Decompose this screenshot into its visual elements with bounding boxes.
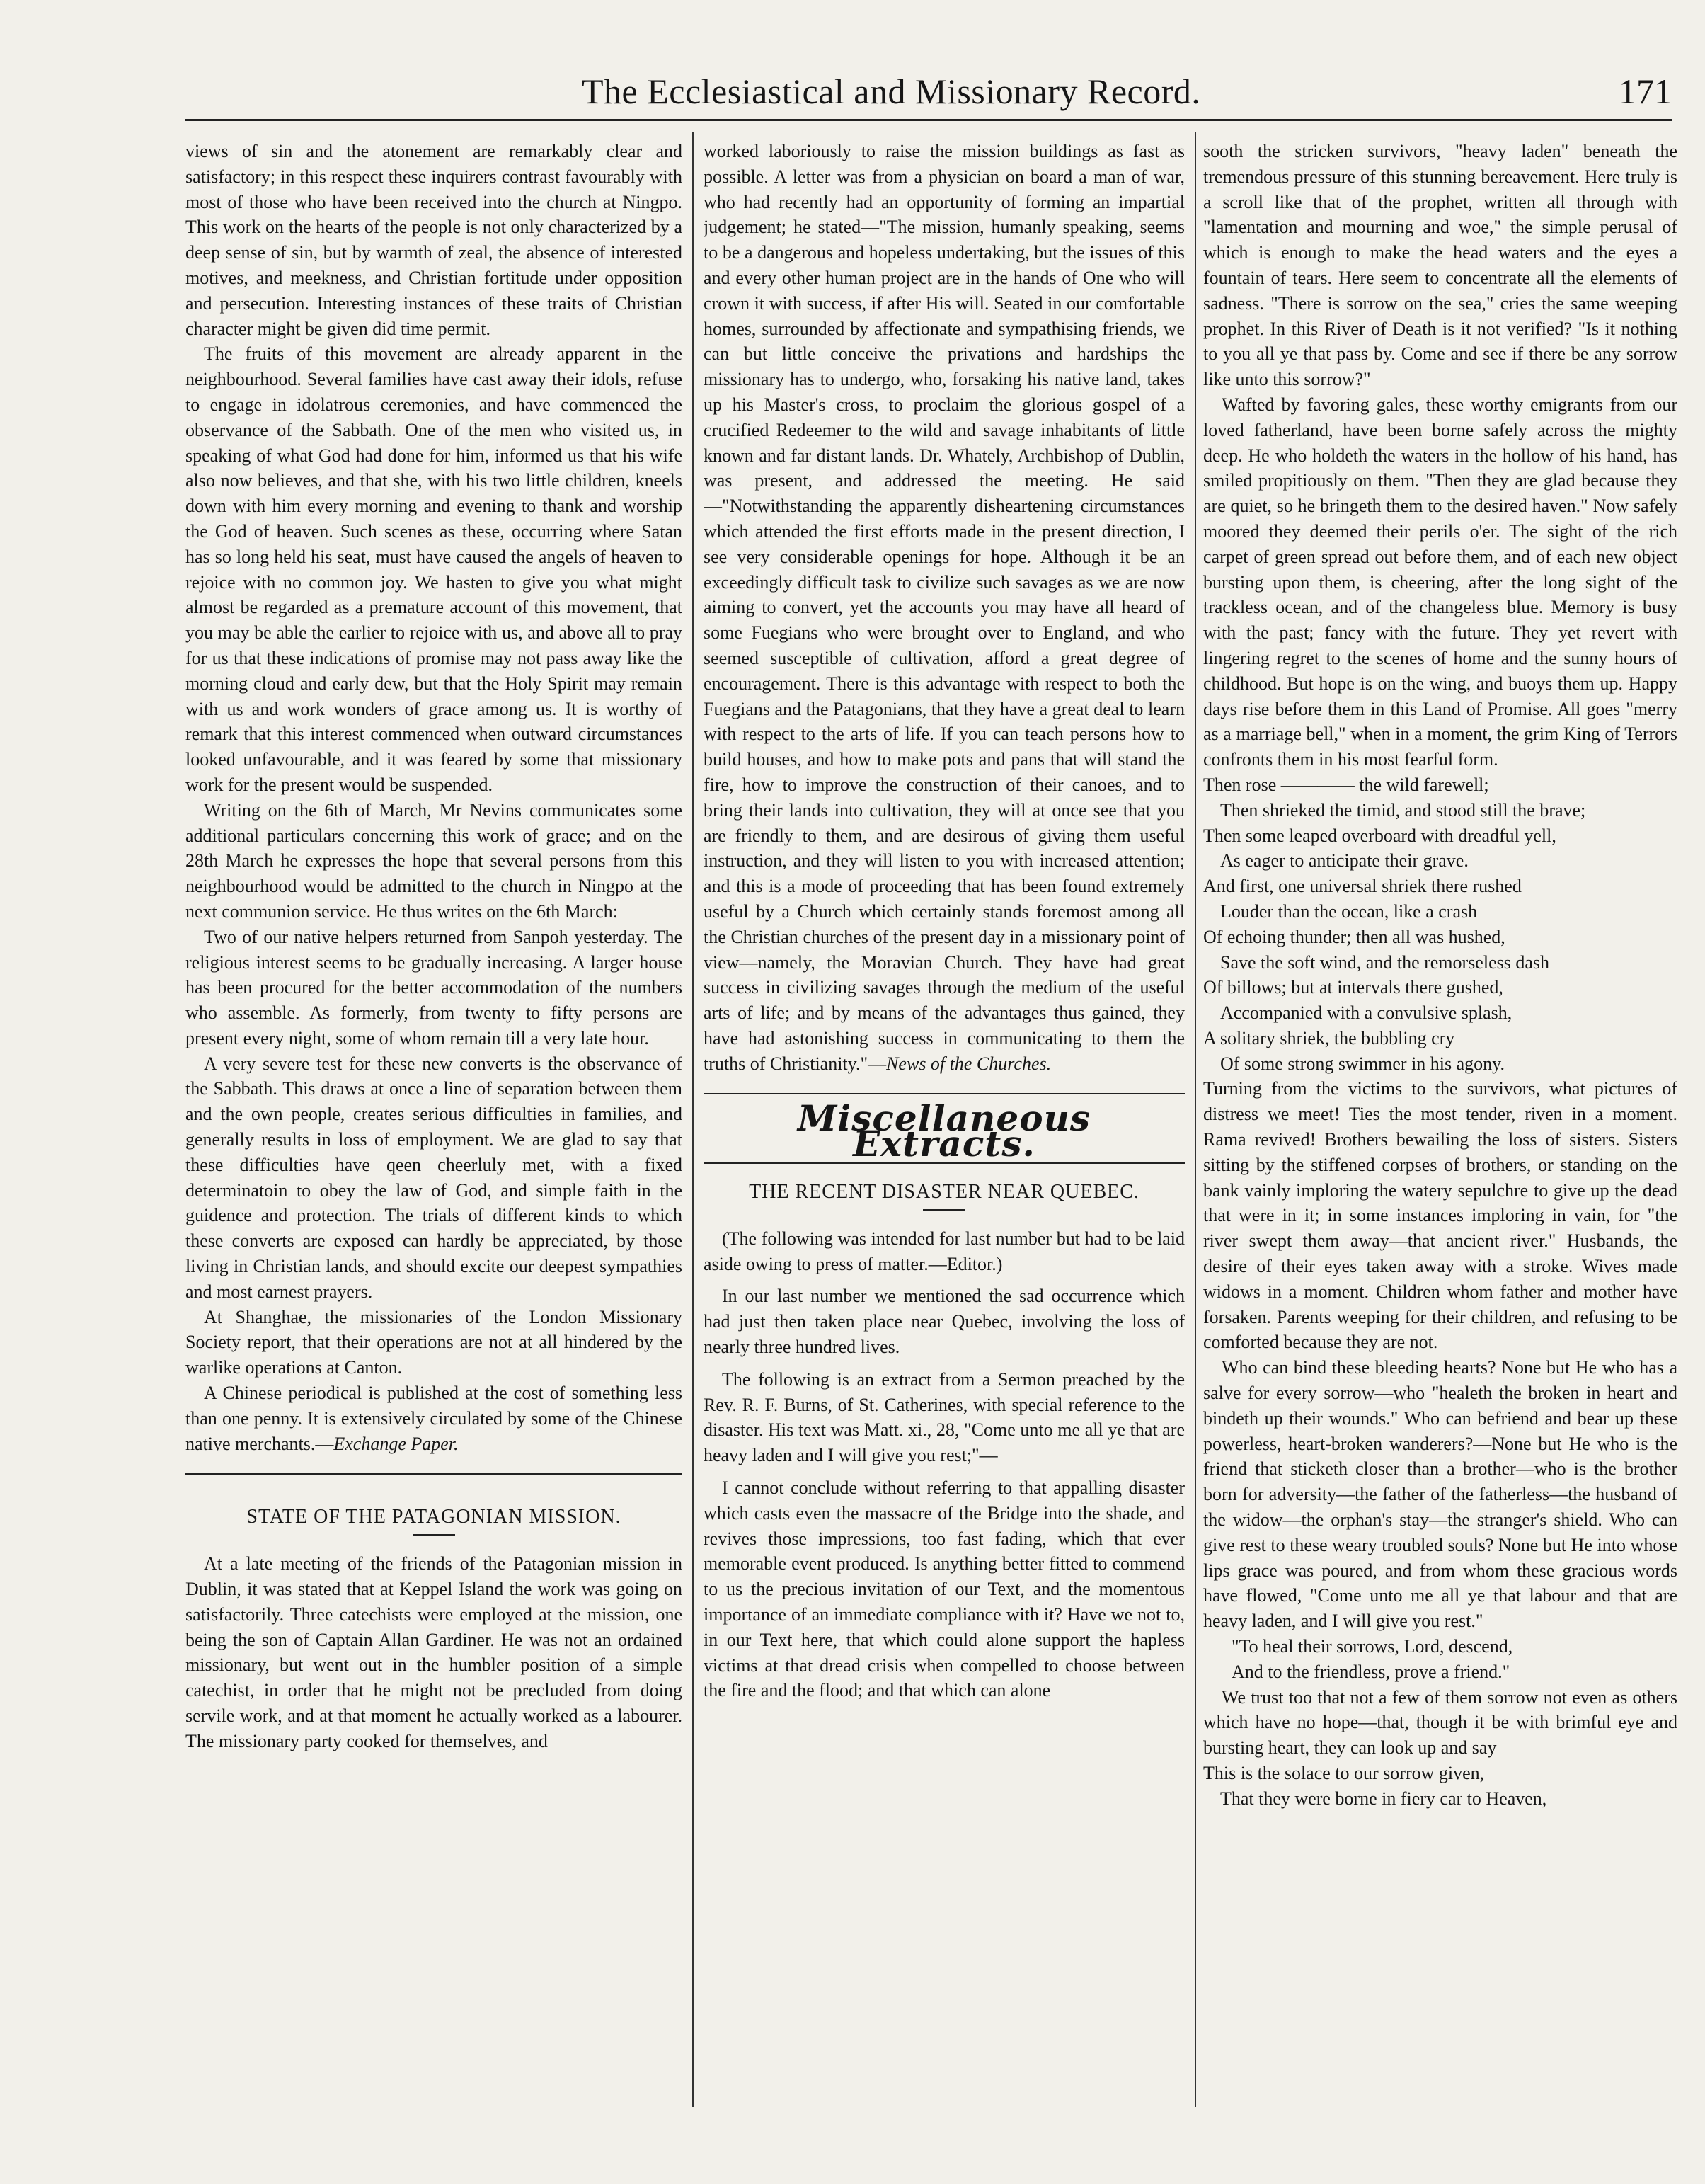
paragraph: Who can bind these bleeding hearts? None but He who has a salve for every sorrow—who "healeth the broken in heart and bindeth up their wounds." Who can befriend and bear up these powerless, heart-broken wanderers?—None but He who is the friend that sticketh closer than a brother—who is the brother born for adversity—the father of the fatherless—the husband of the widow—the orphan's stay—the stranger's shield. Who can give rest to these weary troubled souls? None but He into whose lips grace was poured, and from whom these gracious words have flowed, "Come unto me all ye that labour and that are heavy laden, and I will give you rest." (1203, 1357, 1677, 1632)
page-header (185, 71, 1672, 120)
column-divider (692, 132, 694, 2107)
verse-line: A solitary shriek, the bubbling cry (1203, 1027, 1455, 1048)
verse-line: As eager to anticipate their grave. (1220, 850, 1469, 871)
column-divider (1195, 132, 1196, 2107)
paragraph: I cannot conclude without referring to that appalling disaster which casts even the massacre of the Bridge into the shade, and revives those impressions, too fast fading, which that ever memorable event produced. Is anything better fitted to commend to us the precious invitation of our Text, and the momentous importance of an immediate compliance with it? Have we not to, in our Text here, that which could alone support the hapless victims at that dread crisis when compelled to choose between the fire and the flood; and that which can alone (704, 1477, 1185, 1701)
column-2 (704, 139, 1185, 2163)
section-heading: THE RECENT DISASTER NEAR QUEBEC. (749, 1181, 1139, 1204)
paragraph: At a late meeting of the friends of the Patagonian mission in Dublin, it was stated that at Keppel Island the work was going on satisfactorily. Three catechists were employed at the mission, one being the son of Captain Allan Gardiner. He was not an ordained missionary, but went out in the humbler position of a simple catechist, in order that he might not be precluded from doing servile work, and at that moment he actually worked as a labourer. The missionary party cooked for themselves, and (185, 1553, 682, 1751)
column-1 (185, 139, 682, 2163)
paragraph: Two of our native helpers returned from Sanpoh yesterday. The religious interest seems to be gradually increasing. A larger house has been procured for the better accommodation of the numbers who assemble. As formerly, from twenty to fifty persons are present every night, some of whom remain till a very late hour. (185, 926, 682, 1048)
verse-line: Then rose ———— the wild farewell; (1203, 774, 1489, 795)
source-citation: Exchange Paper. (333, 1433, 459, 1454)
paragraph: We trust too that not a few of them sorrow not even as others which have no hope—that, though it be with brimful eye and bursting heart, they can look up and say (1203, 1686, 1677, 1759)
paragraph: In our last number we mentioned the sad occurrence which had just then taken place near Quebec, involving the loss of nearly three hundred lives. (704, 1286, 1185, 1358)
source-citation: News of the Churches. (886, 1053, 1052, 1074)
section-rule (704, 1093, 1185, 1094)
verse-line: Of billows; but at intervals there gushed, (1203, 977, 1503, 998)
banner-heading: Miscellaneous Extracts. (797, 1097, 1091, 1165)
running-title: The Ecclesiastical and Missionary Record. (582, 72, 1201, 111)
verse-line: And to the friendless, prove a friend." (1232, 1661, 1510, 1682)
paragraph: Turning from the victims to the survivors, what pictures of distress we meet! Ties the most tender, riven in a moment. Rama revived! Brothers bewailing the loss of sisters. Sisters sitting by the stiffened corpses of brothers, or standing on the bank vainly imploring the watery sepulchre to give up the dead that were in it; in some instances imploring in vain, for "the river swept them away—that ancient river." Husbands, the desire of their eyes taken away with a stroke. Wives made widows in a moment. Children whom father and mother have forsaken. Parents weeping for their children, and refusing to be comforted because they are not. (1203, 1078, 1677, 1353)
heading-rule (413, 1534, 455, 1536)
paragraph: The fruits of this movement are already apparent in the neighbourhood. Several families have cast away their idols, refuse to engage in idolatrous ceremonies, and have commenced the observance of the Sabbath. One of the men who visited us, in speaking of what God had done for him, informed us that his wife also now believes, and that she, with his two little children, kneels down with him every morning and evening to thank and worship the God of heaven. Such scenes as these, occurring where Satan has so long held his seat, must have caused the angels of heaven to rejoice with no common joy. We hasten to give you what might almost be regarded as a premature account of this movement, that you may be able the earlier to rejoice with us, and above all to pray for us that these indications of promise may not pass away like the morning cloud and early dew, but that the Holy Spirit may remain with us and work wonders of grace among us. It is worthy of remark that this interest commenced when outward circumstances looked unfavourable, and it was feared by some that missionary work for the present would be suspended. (185, 343, 682, 795)
verse-line: "To heal their sorrows, Lord, descend, (1232, 1636, 1513, 1657)
paragraph (185, 1380, 682, 1456)
paragraph: A very severe test for these new converts is the observance of the Sabbath. This draws at once a line of separation between them and the own people, creates serious difficulties in families, and generally results in loss of employment. We are glad to say that these difficulties have qeen cheerluly met, with a fixed determinatoin to obey the law of God, and simple faith in the guidence and protection. The trials of different kinds to which these converts are exposed can hardly be appreciated, by those living in Christian lands, and should excite our deepest sympathies and most earnest prayers. (185, 1053, 682, 1302)
paragraph: Writing on the 6th of March, Mr Nevins communicates some additional particulars concerning this work of grace; and on the 28th March he expresses the hope that several persons from this neighbourhood would be admitted to the church in Ningpo at the next communion service. He thus writes on the 6th March: (185, 799, 682, 922)
verse-line: Then shrieked the timid, and stood still the brave; (1220, 799, 1586, 821)
verse-line: And first, one universal shriek there rushed (1203, 876, 1522, 897)
verse-line: Then some leaped overboard with dreadful yell, (1203, 825, 1556, 846)
verse-block (1203, 772, 1677, 1077)
verse-line: Louder than the ocean, like a crash (1220, 901, 1478, 922)
verse-line: Save the soft wind, and the remorseless dash (1220, 951, 1550, 973)
paragraph: Wafted by favoring gales, these worthy emigrants from our loved fatherland, have been borne safely across the mighty deep. He who holdeth the waters in the hollow of his hand, has smiled propitiously on them. "Then they are glad because they are quiet, so he bringeth them to the desired haven." Now safely moored they deemed their perils o'er. The sight of the rich carpet of green spread out before them, and of each new object bursting upon them, is cheering, after the long sight of the trackless ocean, and of the changeless blue. Memory is busy with the past; fancy with the future. They yet revert with lingering regret to the scenes of home and the sunny hours of childhood. But hope is on the wing, and buoys them up. Happy days rise before them in this Land of Promise. All goes "merry as a marriage bell," when in a moment, the grim King of Terrors confronts them in his most fearful form. (1203, 394, 1677, 770)
verse-block (1203, 1761, 1677, 1812)
section-heading: STATE OF THE PATAGONIAN MISSION. (246, 1506, 621, 1528)
column-3 (1203, 139, 1677, 2163)
paragraph: sooth the stricken survivors, "heavy laden" beneath the tremendous pressure of this stunning bereavement. Here truly is a scroll like that of the prophet, written all through with "lamentation and mourning and woe," the simple perusal of which is enough to make the head waters and the eyes a fountain of tears. Here seem to concentrate all the elements of sadness. "There is sorrow on the sea," cries the same weeping prophet. In this River of Death is it not verified? "Is it nothing to you all ye that pass by. Come and see if there be any sorrow like unto this sorrow?" (1203, 141, 1677, 390)
editor-note: (The following was intended for last number but had to be laid aside owing to press of matter.—Editor.) (704, 1228, 1185, 1274)
paragraph: views of sin and the atonement are remarkably clear and satisfactory; in this respect these inquirers contrast favourably with most of those who have been received into the church at Ningpo. This work on the hearts of the people is not only characterized by a deep sense of sin, but by warmth of zeal, the absence of interested motives, and meekness, and Christian fortitude under opposition and persecution. Interesting instances of these traits of Christian character might be given did time permit. (185, 141, 682, 339)
header-rule (185, 119, 1672, 121)
verse-block (1203, 1634, 1677, 1685)
paragraph: The following is an extract from a Sermon preached by the Rev. R. F. Burns, of St. Catherines, with special reference to the disaster. His text was Matt. xi., 28, "Come unto me all ye that are heavy laden and I will give you rest;"— (704, 1368, 1185, 1466)
page-number: 171 (1619, 72, 1672, 111)
paragraph (704, 139, 1185, 1076)
verse-line: Of some strong swimmer in his agony. (1220, 1053, 1505, 1074)
verse-line: This is the solace to our sorrow given, (1203, 1763, 1485, 1783)
paragraph-text: A Chinese periodical is published at the cost of something less than one penny. It is extensively circulated by some of the Chinese native merchants.— (185, 1383, 682, 1454)
verse-line: Of echoing thunder; then all was hushed, (1203, 926, 1505, 947)
verse-line: That they were borne in fiery car to Heaven, (1220, 1788, 1547, 1809)
heading-rule (923, 1209, 965, 1211)
section-rule (185, 1473, 682, 1475)
paragraph: At Shanghae, the missionaries of the London Missionary Society report, that their operations are not at all hindered by the warlike operations at Canton. (185, 1306, 682, 1378)
verse-line: Accompanied with a convulsive splash, (1220, 1002, 1512, 1024)
paragraph-text: worked laboriously to raise the mission buildings as fast as possible. A letter was from a physician on board a man of war, who had recently had an opportunity of forming an impartial judgement; he stated—"The mission, humanly speaking, seems to be a dangerous and hopeless undertaking, but the issues of this and every other human project are in the hands of One who will crown it with success, if after His will. Seated in our comfortable homes, surrounded by affectionate and sympathising friends, we can but little conceive the privations and hardships the missionary has to undergo, who, forsaking his native land, takes up his Master's cross, to proclaim the glorious gospel of a crucified Redeemer to the wild and savage inhabitants of little known and far distant lands. Dr. Whately, Archbishop of Dublin, was present, and addressed the meeting. He said—"Notwithstanding the apparently disheartening circumstances which attended the first efforts made in the present direction, I see very considerable openings for hope. Although it be an exceedingly difficult task to civilize such savages as we are now aiming to convert, yet the accounts you may have all heard of some Fuegians who were brought over to England, and who seemed susceptible of cultivation, afford a great degree of encouragement. There is this advantage with respect to both the Fuegians and the Patagonians, that they have a great deal to learn with respect to the arts of life. If you can teach persons how to build houses, and how to make pots and pans that will stand the fire, how to improve the construction of their canoes, and to bring their lands into cultivation, they will at once see that you are friendly to them, and are desirous of giving them useful instruction, and they will listen to you with increased attention; and this is a mode of proceeding that has been found extremely useful by a Church which certainly stands foremost among all the Christian churches of the present day in a missionary point of view—namely, the Moravian Church. They have had great success in civilizing savages through the medium of the useful arts of life; and by means of the advantages thus gained, they have had astonishing success in communicating to them the truths of Christianity."— (704, 141, 1185, 1074)
